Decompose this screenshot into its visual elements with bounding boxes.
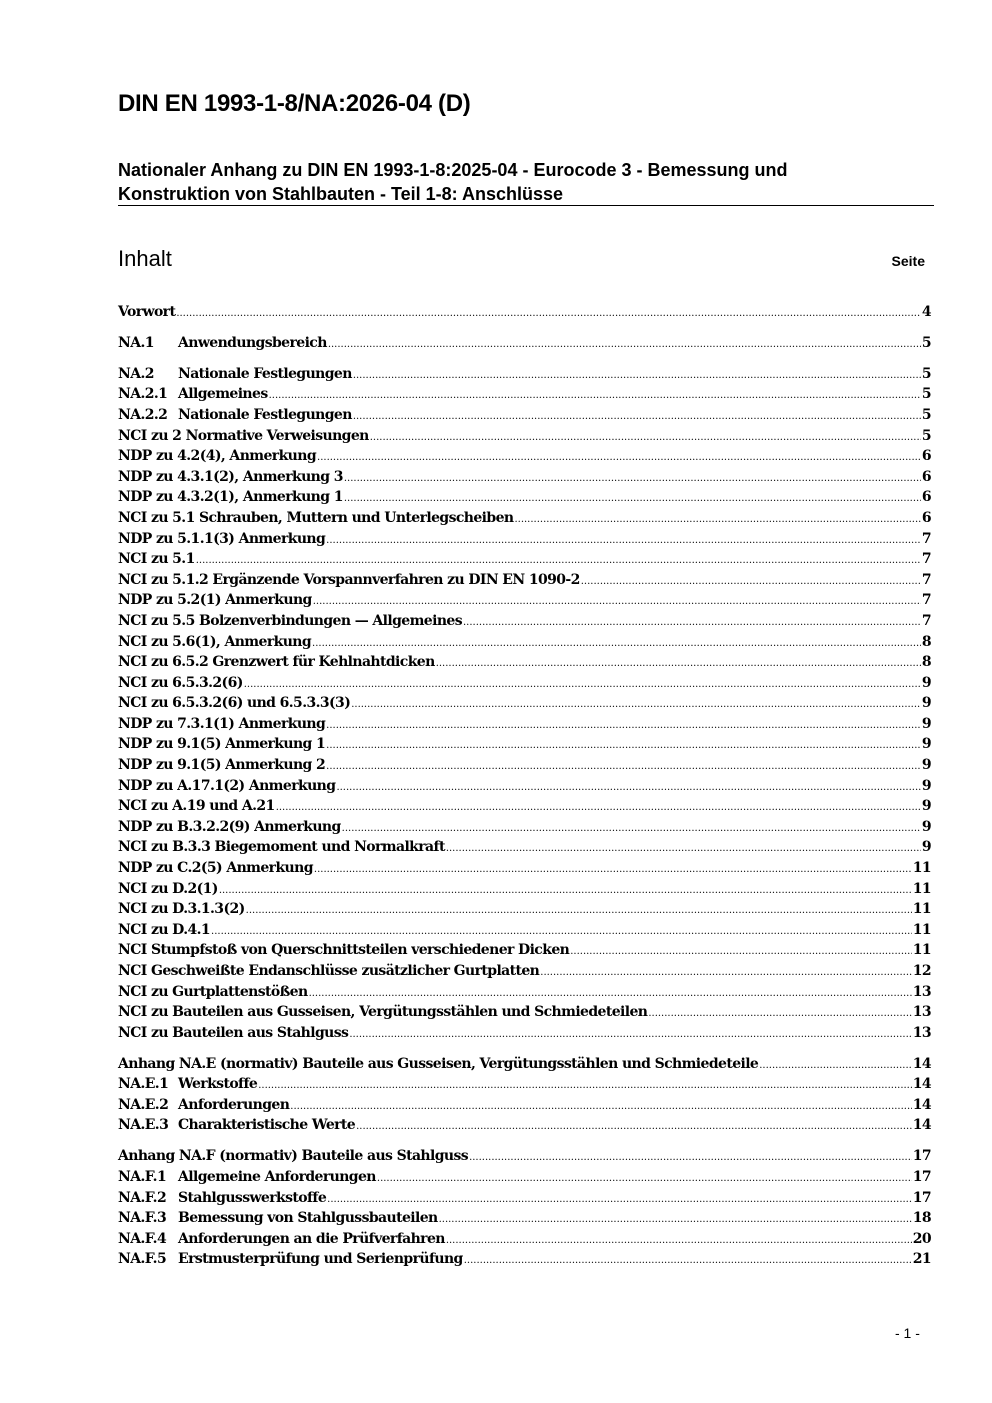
toc-entry-label: Charakteristische Werte xyxy=(178,1117,356,1134)
toc-entry-label: NCI zu Bauteilen aus Stahlguss xyxy=(118,1024,349,1041)
toc-entry-label: Erstmusterprüfung und Serienprüfung xyxy=(178,1251,463,1268)
toc-dot-leader xyxy=(309,984,912,1005)
toc-entry-label: NCI zu 6.5.3.2(6) xyxy=(118,674,243,691)
toc-entry[interactable] xyxy=(118,1229,931,1250)
toc-entry-page: 7 xyxy=(921,612,931,629)
toc-dot-leader xyxy=(244,675,921,696)
toc-entry-page: 7 xyxy=(921,530,931,547)
toc-dot-leader xyxy=(258,1076,911,1097)
toc-entry-number: NA.F.2 xyxy=(118,1189,167,1206)
toc-entry[interactable] xyxy=(118,1002,931,1023)
toc-dot-leader xyxy=(353,407,921,428)
toc-entry[interactable] xyxy=(118,817,931,838)
toc-dot-leader xyxy=(344,489,921,510)
toc-entry[interactable] xyxy=(118,508,931,529)
toc-dot-leader xyxy=(463,613,921,634)
toc-entry[interactable] xyxy=(118,570,931,591)
toc-entry[interactable] xyxy=(118,858,931,879)
toc-entry-label: NCI zu 5.1 Schrauben, Muttern und Unterlegscheiben xyxy=(118,509,514,526)
toc-entry-label: Nationale Festlegungen xyxy=(178,406,352,423)
toc-entry-page: 17 xyxy=(912,1189,931,1206)
toc-dot-leader xyxy=(344,469,921,490)
toc-entry-page: 8 xyxy=(921,654,931,671)
toc-entry[interactable] xyxy=(118,405,931,426)
toc-entry-page: 11 xyxy=(912,880,931,897)
toc-entry-label: NDP zu A.17.1(2) Anmerkung xyxy=(118,777,336,794)
table-of-contents xyxy=(118,302,931,1270)
toc-entry[interactable] xyxy=(118,1188,931,1209)
toc-entry[interactable] xyxy=(118,364,931,385)
toc-entry[interactable] xyxy=(118,1074,931,1095)
toc-dot-leader xyxy=(326,757,921,778)
toc-entry[interactable] xyxy=(118,1208,931,1229)
toc-entry-label: NCI Geschweißte Endanschlüsse zusätzlicher Gurtplatten xyxy=(118,963,540,979)
toc-entry[interactable] xyxy=(118,1115,931,1136)
toc-entry-page: 9 xyxy=(921,736,931,753)
toc-entry-number: NA.F.5 xyxy=(118,1251,167,1268)
toc-entry-number: NA.E.1 xyxy=(118,1076,169,1093)
toc-entry-label: NCI zu 5.1 xyxy=(118,551,195,568)
toc-entry-label: Stahlgusswerkstoffe xyxy=(178,1189,327,1206)
toc-entry-page: 21 xyxy=(912,1251,931,1268)
toc-entry-number: NA.E.2 xyxy=(118,1096,169,1113)
toc-entry[interactable] xyxy=(118,734,931,755)
toc-entry-label: NDP zu 9.1(5) Anmerkung 2 xyxy=(118,757,326,774)
toc-entry-label: NCI Stumpfstoß von Querschnittsteilen verschiedener Dicken xyxy=(118,942,570,959)
toc-entry[interactable] xyxy=(118,446,931,467)
toc-dot-leader xyxy=(648,1004,911,1025)
toc-dot-leader xyxy=(327,1190,912,1211)
toc-entry-number: NA.2.1 xyxy=(118,386,168,403)
toc-entry[interactable] xyxy=(118,652,931,673)
toc-entry-page: 6 xyxy=(921,448,931,465)
toc-entry-page: 5 xyxy=(921,406,931,423)
toc-entry-label: NDP zu 5.2(1) Anmerkung xyxy=(118,592,312,609)
toc-entry-label: Anwendungsbereich xyxy=(178,334,327,351)
toc-entry[interactable] xyxy=(118,899,931,920)
toc-entry[interactable] xyxy=(118,467,931,488)
toc-dot-leader xyxy=(514,510,920,531)
title-divider xyxy=(118,205,934,206)
toc-entry[interactable] xyxy=(118,426,931,447)
toc-entry-page: 13 xyxy=(912,1024,931,1041)
toc-entry[interactable] xyxy=(118,611,931,632)
toc-dot-leader xyxy=(269,386,921,407)
subtitle-line-2: Konstruktion von Stahlbauten - Teil 1-8: Anschlüsse xyxy=(118,184,564,204)
toc-entry[interactable] xyxy=(118,632,931,653)
toc-dot-leader xyxy=(326,736,921,757)
toc-entry[interactable] xyxy=(118,487,931,508)
toc-entry[interactable] xyxy=(118,837,931,858)
toc-entry-label: NCI zu B.3.3 Biegemoment und Normalkraft xyxy=(118,839,445,856)
toc-entry-label: NCI zu 2 Normative Verweisungen xyxy=(118,427,369,444)
toc-entry-page: 6 xyxy=(921,489,931,506)
toc-entry-page: 12 xyxy=(912,963,931,979)
toc-dot-leader xyxy=(570,942,911,963)
toc-entry-page: 7 xyxy=(921,571,931,588)
toc-entry-label: Vorwort xyxy=(118,304,176,320)
toc-entry[interactable] xyxy=(118,1095,931,1116)
toc-entry[interactable] xyxy=(118,879,931,900)
toc-entry-label: NCI zu 5.6(1), Anmerkung xyxy=(118,633,312,650)
toc-entry-page: 7 xyxy=(921,551,931,568)
toc-entry-label: Anhang NA.F (normativ) Bauteile aus Stahlguss xyxy=(118,1148,469,1165)
toc-entry[interactable] xyxy=(118,1023,931,1044)
toc-entry-page: 14 xyxy=(912,1096,931,1113)
document-subtitle xyxy=(118,158,933,206)
toc-entry-label: NCI zu A.19 und A.21 xyxy=(118,798,275,815)
toc-entry-label: NDP zu 4.2(4), Anmerkung xyxy=(118,448,317,465)
toc-entry-page: 11 xyxy=(912,942,931,959)
toc-entry[interactable] xyxy=(118,940,931,961)
toc-entry-number: NA.E.3 xyxy=(118,1117,169,1134)
toc-dot-leader xyxy=(313,592,921,613)
toc-entry[interactable] xyxy=(118,673,931,694)
toc-entry-label: Nationale Festlegungen xyxy=(178,365,352,382)
toc-entry-label: NDP zu 7.3.1(1) Anmerkung xyxy=(118,715,326,732)
toc-entry-page: 9 xyxy=(921,674,931,691)
toc-entry-number: NA.1 xyxy=(118,334,154,351)
toc-entry-page: 14 xyxy=(912,1117,931,1134)
toc-entry[interactable] xyxy=(118,384,931,405)
toc-entry-number: NA.F.1 xyxy=(118,1168,167,1185)
toc-dot-leader xyxy=(317,448,921,469)
toc-heading: Inhalt xyxy=(118,246,172,271)
toc-dot-leader xyxy=(336,778,920,799)
toc-dot-leader xyxy=(446,1231,912,1252)
toc-entry-label: Allgemeine Anforderungen xyxy=(178,1168,376,1185)
toc-entry-label: NCI zu D.4.1 xyxy=(118,921,211,938)
toc-dot-leader xyxy=(326,716,921,737)
toc-entry-number: NA.2.2 xyxy=(118,406,168,423)
toc-entry[interactable] xyxy=(118,714,931,735)
toc-entry-page: 9 xyxy=(921,715,931,732)
toc-dot-leader xyxy=(759,1056,911,1077)
toc-entry-label: Werkstoffe xyxy=(178,1076,258,1093)
toc-dot-leader xyxy=(176,304,921,325)
toc-dot-leader xyxy=(540,963,911,984)
toc-entry-page: 13 xyxy=(912,1004,931,1021)
toc-entry-page: 17 xyxy=(912,1168,931,1185)
toc-dot-leader xyxy=(436,654,921,675)
toc-entry-page: 9 xyxy=(921,777,931,794)
toc-entry[interactable] xyxy=(118,796,931,817)
toc-entry-page: 17 xyxy=(912,1148,931,1165)
toc-entry-label: NCI zu Gurtplattenstößen xyxy=(118,983,308,1000)
toc-entry-label: NDP zu B.3.2.2(9) Anmerkung xyxy=(118,818,341,835)
toc-entry-page: 20 xyxy=(912,1230,931,1247)
toc-dot-leader xyxy=(342,819,921,840)
toc-entry-page: 18 xyxy=(912,1210,931,1227)
toc-entry[interactable] xyxy=(118,590,931,611)
toc-dot-leader xyxy=(370,428,921,449)
toc-dot-leader xyxy=(314,860,912,881)
toc-dot-leader xyxy=(353,366,921,387)
toc-entry-label: Allgemeines xyxy=(178,386,268,403)
toc-dot-leader xyxy=(219,881,912,902)
toc-entry[interactable] xyxy=(118,1146,931,1167)
toc-dot-leader xyxy=(439,1210,912,1231)
toc-entry-page: 5 xyxy=(921,365,931,382)
toc-entry-page: 5 xyxy=(921,334,931,351)
toc-entry-page: 4 xyxy=(921,304,931,320)
toc-entry-page: 9 xyxy=(921,798,931,815)
toc-dot-leader xyxy=(312,634,921,655)
toc-dot-leader xyxy=(328,335,921,356)
toc-dot-leader xyxy=(464,1251,912,1272)
toc-entry[interactable] xyxy=(118,693,931,714)
toc-dot-leader xyxy=(326,531,921,552)
toc-entry[interactable] xyxy=(118,776,931,797)
toc-entry-number: NA.F.4 xyxy=(118,1230,167,1247)
toc-entry-label: NDP zu 4.3.2(1), Anmerkung 1 xyxy=(118,489,343,506)
toc-entry-label: NDP zu 5.1.1(3) Anmerkung xyxy=(118,530,326,547)
toc-dot-leader xyxy=(581,572,921,593)
toc-entry-label: Anforderungen xyxy=(178,1096,290,1113)
toc-entry[interactable] xyxy=(118,529,931,550)
toc-entry-page: 5 xyxy=(921,427,931,444)
toc-dot-leader xyxy=(349,1025,911,1046)
toc-entry[interactable] xyxy=(118,1167,931,1188)
toc-entry-label: Bemessung von Stahlgussbauteilen xyxy=(178,1210,438,1227)
toc-entry-page: 5 xyxy=(921,386,931,403)
toc-entry[interactable] xyxy=(118,1249,931,1270)
toc-dot-leader xyxy=(446,839,921,860)
toc-entry-label: NCI zu 6.5.3.2(6) und 6.5.3.3(3) xyxy=(118,695,351,712)
toc-entry-label: NDP zu C.2(5) Anmerkung xyxy=(118,860,313,877)
toc-entry-number: NA.2 xyxy=(118,365,154,382)
toc-entry-page: 14 xyxy=(912,1055,931,1072)
toc-entry-label: Anforderungen an die Prüfverfahren xyxy=(178,1230,445,1247)
toc-entry-page: 6 xyxy=(921,468,931,485)
toc-entry-label: NCI zu 5.1.2 Ergänzende Vorspannverfahren zu DIN EN 1090-2 xyxy=(118,571,580,588)
toc-entry-label: NCI zu 5.5 Bolzenverbindungen — Allgemeines xyxy=(118,612,462,629)
toc-dot-leader xyxy=(356,1117,912,1138)
toc-entry-page: 7 xyxy=(921,592,931,609)
toc-entry-page: 9 xyxy=(921,757,931,774)
toc-entry[interactable] xyxy=(118,333,931,354)
toc-page-column-label: Seite xyxy=(891,253,925,269)
toc-entry[interactable] xyxy=(118,549,931,570)
toc-dot-leader xyxy=(290,1097,911,1118)
toc-entry-page: 9 xyxy=(921,818,931,835)
toc-entry-label: NCI zu D.2(1) xyxy=(118,880,218,897)
toc-entry[interactable] xyxy=(118,1054,931,1075)
toc-entry[interactable] xyxy=(118,961,931,982)
toc-entry-page: 6 xyxy=(921,509,931,526)
toc-entry-page: 9 xyxy=(921,695,931,712)
toc-dot-leader xyxy=(246,901,912,922)
toc-entry-number: NA.F.3 xyxy=(118,1210,167,1227)
toc-entry-label: NCI zu D.3.1.3(2) xyxy=(118,901,245,918)
toc-entry-page: 11 xyxy=(912,901,931,918)
toc-entry-label: NCI zu 6.5.2 Grenzwert für Kehlnahtdicken xyxy=(118,654,435,671)
toc-entry-page: 9 xyxy=(921,839,931,856)
document-title: DIN EN 1993-1-8/NA:2026-04 (D) xyxy=(118,90,471,117)
page-number: - 1 - xyxy=(895,1325,920,1341)
toc-entry[interactable] xyxy=(118,920,931,941)
toc-entry-page: 14 xyxy=(912,1076,931,1093)
toc-dot-leader xyxy=(377,1169,912,1190)
toc-entry-page: 11 xyxy=(912,921,931,938)
toc-entry-page: 13 xyxy=(912,983,931,1000)
subtitle-line-1: Nationaler Anhang zu DIN EN 1993-1-8:2025-04 - Eurocode 3 - Bemessung und xyxy=(118,160,788,180)
toc-entry[interactable] xyxy=(118,302,931,323)
toc-dot-leader xyxy=(196,551,921,572)
toc-entry-page: 11 xyxy=(912,860,931,877)
toc-entry[interactable] xyxy=(118,755,931,776)
toc-entry-page: 8 xyxy=(921,633,931,650)
toc-dot-leader xyxy=(276,798,921,819)
toc-entry[interactable] xyxy=(118,982,931,1003)
toc-dot-leader xyxy=(351,695,921,716)
toc-entry-label: NDP zu 9.1(5) Anmerkung 1 xyxy=(118,736,326,753)
toc-dot-leader xyxy=(469,1148,912,1169)
toc-entry-label: NCI zu Bauteilen aus Gusseisen, Vergütungsstählen und Schmiedeteilen xyxy=(118,1004,648,1021)
toc-dot-leader xyxy=(211,922,912,943)
toc-entry-label: Anhang NA.E (normativ) Bauteile aus Gusseisen, Vergütungsstählen und Schmiedeteile xyxy=(118,1055,759,1072)
toc-entry-label: NDP zu 4.3.1(2), Anmerkung 3 xyxy=(118,468,343,485)
